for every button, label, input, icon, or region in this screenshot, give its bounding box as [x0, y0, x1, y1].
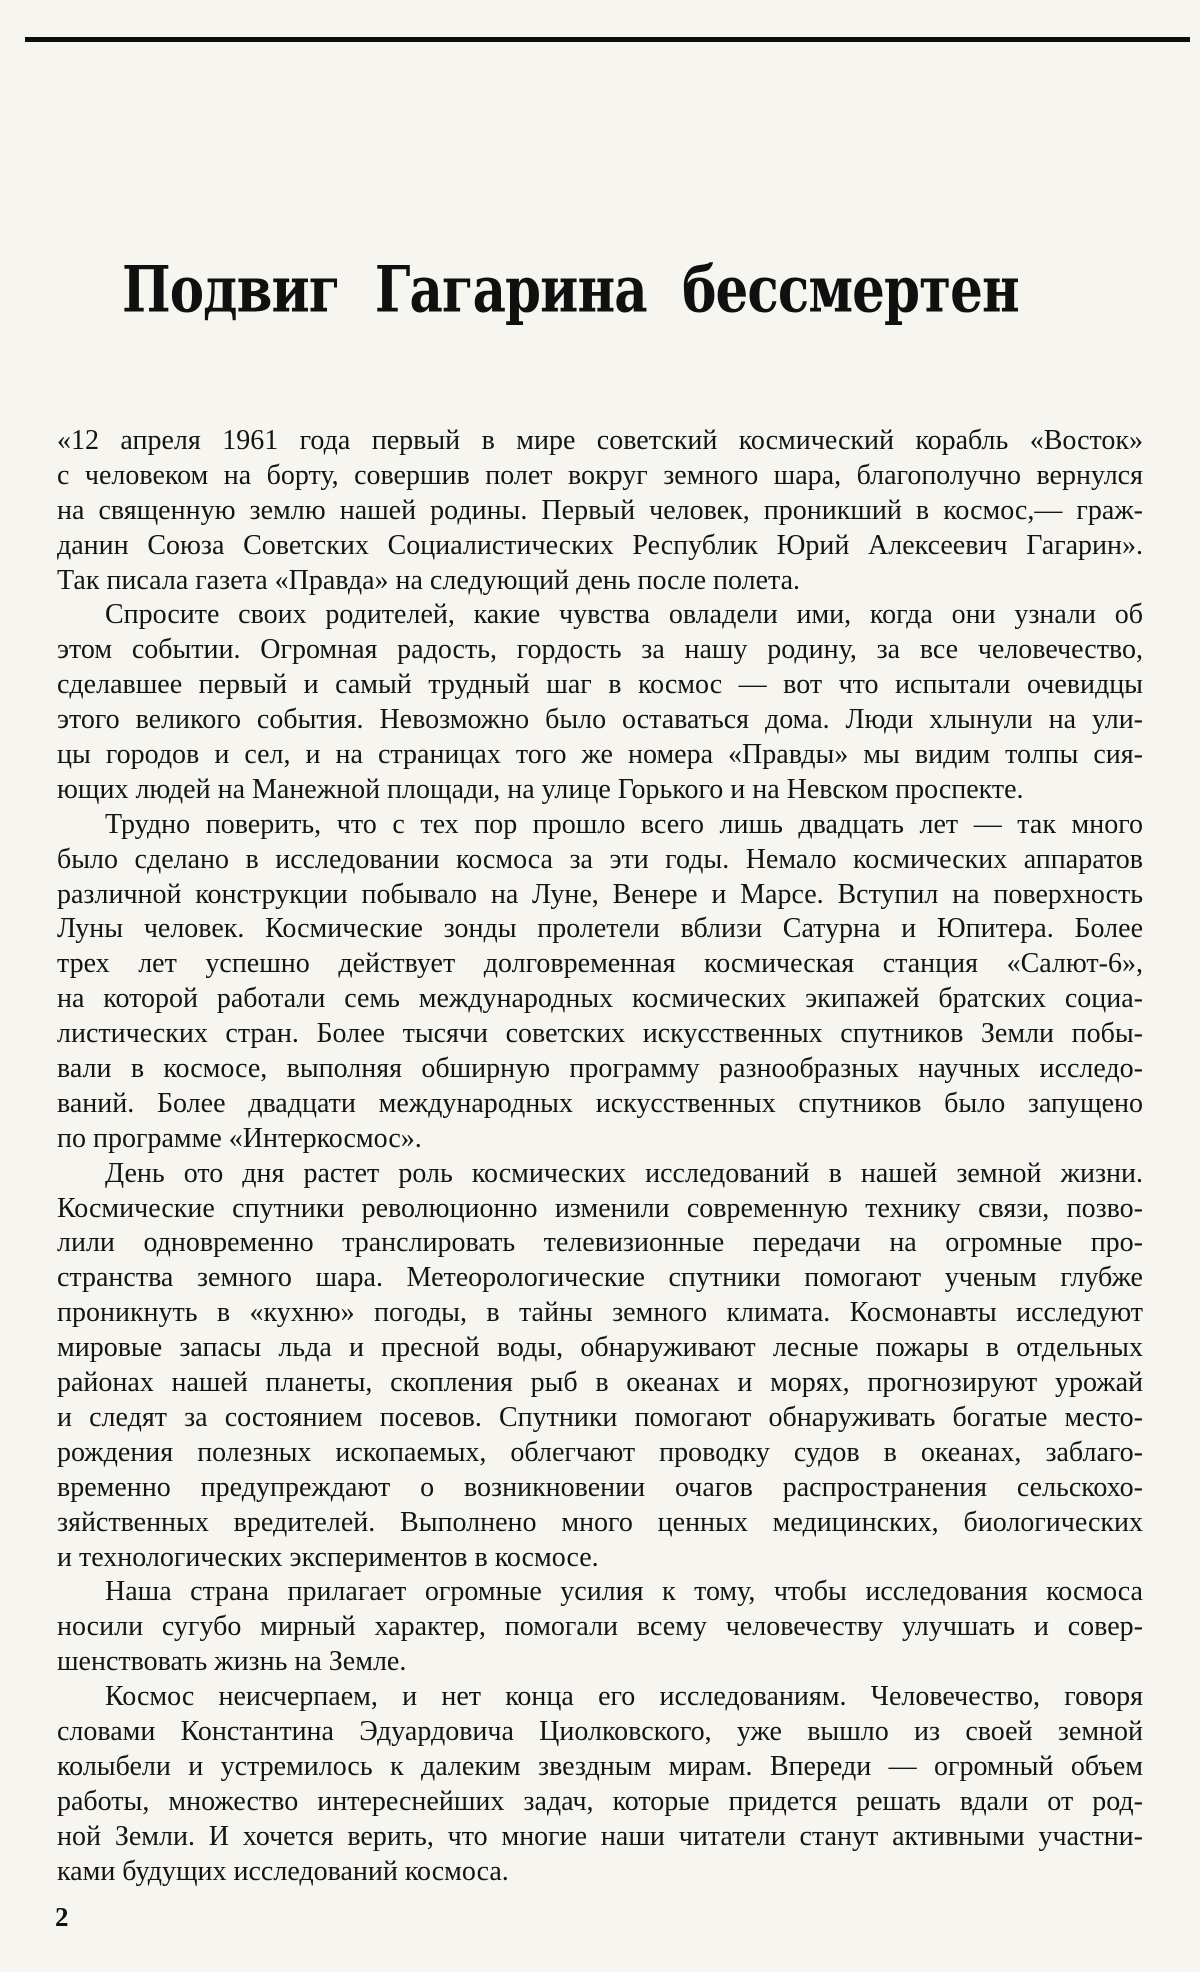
text-line: лили одновременно транслировать телевизионные передачи на огромные про-: [57, 1227, 1143, 1259]
page-number: 2: [55, 1902, 69, 1932]
text-line: на которой работали семь международных космических экипажей братских социа-: [57, 983, 1143, 1015]
text-line: Так писала газета «Правда» на следующий день после полета.: [57, 564, 801, 596]
text-line: носили сугубо мирный характер, помогали всему человечеству улучшать и совер-: [57, 1611, 1143, 1643]
text-line: колыбели и устремилось к далеким звездным мирам. Впереди — огромный объем: [57, 1750, 1143, 1782]
text-line: ющих людей на Манежной площади, на улице Горького и на Невском проспекте.: [57, 773, 1024, 805]
paragraph: [57, 1680, 1143, 1889]
text-line: районах нашей планеты, скопления рыб в океанах и морях, прогнозируют урожай: [57, 1367, 1143, 1399]
text-line: сделавшее первый и самый трудный шаг в космос — вот что испытали очевидцы: [57, 669, 1143, 701]
text-line: с человеком на борту, совершив полет вокруг земного шара, благополучно вернулся: [57, 459, 1143, 491]
text-line: и следят за состоянием посевов. Спутники помогают обнаруживать богатые место-: [57, 1401, 1143, 1433]
text-line: «12 апреля 1961 года первый в мире советский космический корабль «Восток»: [57, 425, 1143, 456]
text-line: Трудно поверить, что с тех пор прошло всего лишь двадцать лет — так много: [105, 808, 1143, 840]
text-line: трех лет успешно действует долговременная космическая станция «Салют-6»,: [57, 948, 1143, 980]
article-text: [57, 424, 1143, 1889]
top-rule-divider: [25, 37, 1190, 42]
page-title: Подвиг Гагарина бессмертен: [121, 252, 1019, 328]
text-line: шенствовать жизнь на Земле.: [57, 1646, 407, 1678]
text-line: Космические спутники революционно изменили современную технику связи, позво-: [57, 1192, 1143, 1224]
text-line: рождения полезных ископаемых, облегчают проводку судов в океанах, заблаго-: [57, 1436, 1143, 1468]
text-line: Наша страна прилагает огромные усилия к тому, чтобы исследования космоса: [105, 1576, 1143, 1608]
text-line: и технологических экспериментов в космосе.: [57, 1541, 599, 1573]
text-line: зяйственных вредителей. Выполнено много ценных медицинских, биологических: [57, 1506, 1143, 1538]
text-line: временно предупреждают о возникновении очагов распространения сельскохо-: [57, 1471, 1143, 1503]
text-line: Спросите своих родителей, какие чувства овладели ими, когда они узнали об: [105, 599, 1143, 631]
paragraph: [57, 808, 1143, 1157]
paragraph: [57, 1157, 1143, 1576]
text-line: по программе «Интеркосмос».: [57, 1122, 422, 1154]
text-line: вали в космосе, выполняя обширную программу разнообразных научных исследо-: [57, 1053, 1143, 1085]
paragraph: [57, 598, 1143, 807]
text-line: этого великого события. Невозможно было оставаться дома. Люди хлынули на ули-: [57, 704, 1143, 736]
text-line: было сделано в исследовании космоса за эти годы. Немало космических аппаратов: [57, 843, 1143, 875]
paragraph: [57, 1575, 1143, 1680]
text-line: Луны человек. Космические зонды пролетели вблизи Сатурна и Юпитера. Более: [57, 913, 1143, 945]
text-line: различной конструкции побывало на Луне, Венере и Марсе. Вступил на поверхность: [57, 878, 1143, 910]
text-line: этом событии. Огромная радость, гордость за нашу родину, за все человечество,: [57, 634, 1143, 666]
text-line: листических стран. Более тысячи советских искусственных спутников Земли побы-: [57, 1018, 1143, 1050]
text-line: ваний. Более двадцати международных искусственных спутников было запущено: [57, 1087, 1143, 1119]
text-line: странства земного шара. Метеорологические спутники помогают ученым глубже: [57, 1262, 1143, 1294]
title-row: [0, 252, 1140, 328]
text-line: ной Земли. И хочется верить, что многие наши читатели станут активными участни-: [57, 1820, 1143, 1852]
text-line: ками будущих исследований космоса.: [57, 1855, 509, 1887]
text-line: Космос неисчерпаем, и нет конца его исследованиям. Человечество, говоря: [105, 1681, 1143, 1713]
text-line: цы городов и сел, и на страницах того же номера «Правды» мы видим толпы сия-: [57, 739, 1143, 771]
text-line: День ото дня растет роль космических исследований в нашей земной жизни.: [105, 1157, 1143, 1189]
paragraph: [57, 424, 1143, 598]
text-line: мировые запасы льда и пресной воды, обнаруживают лесные пожары в отдельных: [57, 1332, 1143, 1364]
text-line: работы, множество интереснейших задач, которые придется решать вдали от род-: [57, 1785, 1143, 1817]
text-line: проникнуть в «кухню» погоды, в тайны земного климата. Космонавты исследуют: [57, 1297, 1143, 1329]
text-line: словами Константина Эдуардовича Циолковского, уже вышло из своей земной: [57, 1715, 1143, 1747]
text-line: данин Союза Советских Социалистических Республик Юрий Алексеевич Гагарин».: [57, 529, 1143, 561]
text-line: на священную землю нашей родины. Первый человек, проникший в космос,— граж-: [57, 494, 1143, 526]
